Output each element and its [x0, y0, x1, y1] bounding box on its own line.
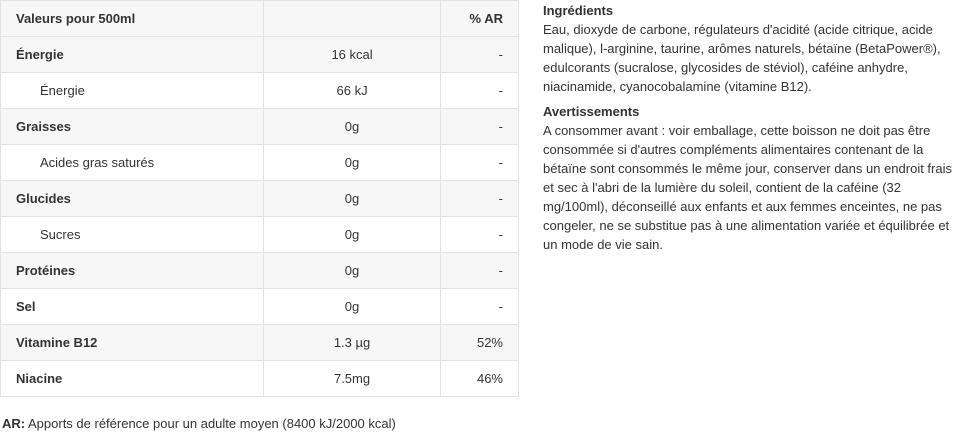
table-row — [1, 73, 519, 109]
table-row — [1, 361, 519, 397]
header-qty — [264, 1, 440, 37]
nutrient-qty: 66 kJ — [264, 73, 440, 109]
nutrient-name: Glucides — [1, 181, 264, 217]
nutrient-ar: 46% — [440, 361, 518, 397]
ingredients-section — [543, 2, 953, 96]
table-row — [1, 37, 519, 73]
table-row — [1, 289, 519, 325]
header-ar: % AR — [440, 1, 518, 37]
nutrient-ar: - — [440, 181, 518, 217]
nutrient-ar: - — [440, 217, 518, 253]
nutrient-ar: - — [440, 109, 518, 145]
nutrient-qty: 0g — [264, 145, 440, 181]
warnings-title: Avertissements — [543, 104, 640, 119]
table-row — [1, 325, 519, 361]
nutrient-name: Vitamine B12 — [1, 325, 264, 361]
nutrient-ar: - — [440, 73, 518, 109]
nutrient-qty: 7.5mg — [264, 361, 440, 397]
nutrient-qty: 0g — [264, 109, 440, 145]
table-row — [1, 109, 519, 145]
table-row — [1, 253, 519, 289]
nutrient-name: Graisses — [1, 109, 264, 145]
nutrient-qty: 0g — [264, 181, 440, 217]
table-row — [1, 217, 519, 253]
nutrient-name: Énergie — [1, 73, 264, 109]
nutrient-qty: 1.3 µg — [264, 325, 440, 361]
footnote-text: Apports de référence pour un adulte moyen (8400 kJ/2000 kcal) — [25, 416, 396, 431]
nutrient-name: Protéines — [1, 253, 264, 289]
nutrient-qty: 0g — [264, 289, 440, 325]
table-row — [1, 145, 519, 181]
nutrient-name: Énergie — [1, 37, 264, 73]
nutrient-name: Acides gras saturés — [1, 145, 264, 181]
nutrient-name: Sucres — [1, 217, 264, 253]
footnote-label: AR: — [2, 416, 26, 431]
nutrient-qty: 0g — [264, 253, 440, 289]
product-details — [543, 2, 953, 261]
nutrient-ar: - — [440, 145, 518, 181]
nutrient-ar: - — [440, 37, 518, 73]
nutrient-name: Niacine — [1, 361, 264, 397]
header-name: Valeurs pour 500ml — [1, 1, 264, 37]
nutrient-ar: - — [440, 253, 518, 289]
warnings-text: A consommer avant : voir emballage, cette boisson ne doit pas être consommée si d'autres compléments alimentaires contenant de la bétaïne sont consommés le même jour, conserver dans un endroit frais et sec à l'abri de la lumière du soleil, contient de la caféine (32 mg/100ml), déconseillé aux enfants et aux femmes enceintes, ne pas congeler, ne se substitue pas à une alimentation variée et équilibrée et un mode de vie sain. — [543, 123, 952, 252]
warnings-section — [543, 103, 953, 254]
nutrient-ar: - — [440, 289, 518, 325]
table-header-row — [1, 1, 519, 37]
nutrient-name: Sel — [1, 289, 264, 325]
nutrient-qty: 0g — [264, 217, 440, 253]
reference-footnote — [2, 416, 396, 431]
nutrient-qty: 16 kcal — [264, 37, 440, 73]
ingredients-text: Eau, dioxyde de carbone, régulateurs d'acidité (acide citrique, acide malique), l-arginine, taurine, arômes naturels, bétaïne (BetaPower®), edulcorants (sucralose, glycosides de stéviol), caféine anhydre, niacinamide, cyanocobalamine (vitamine B12). — [543, 22, 941, 94]
ingredients-title: Ingrédients — [543, 3, 614, 18]
table-row — [1, 181, 519, 217]
nutrient-ar: 52% — [440, 325, 518, 361]
nutrition-table — [0, 0, 519, 397]
